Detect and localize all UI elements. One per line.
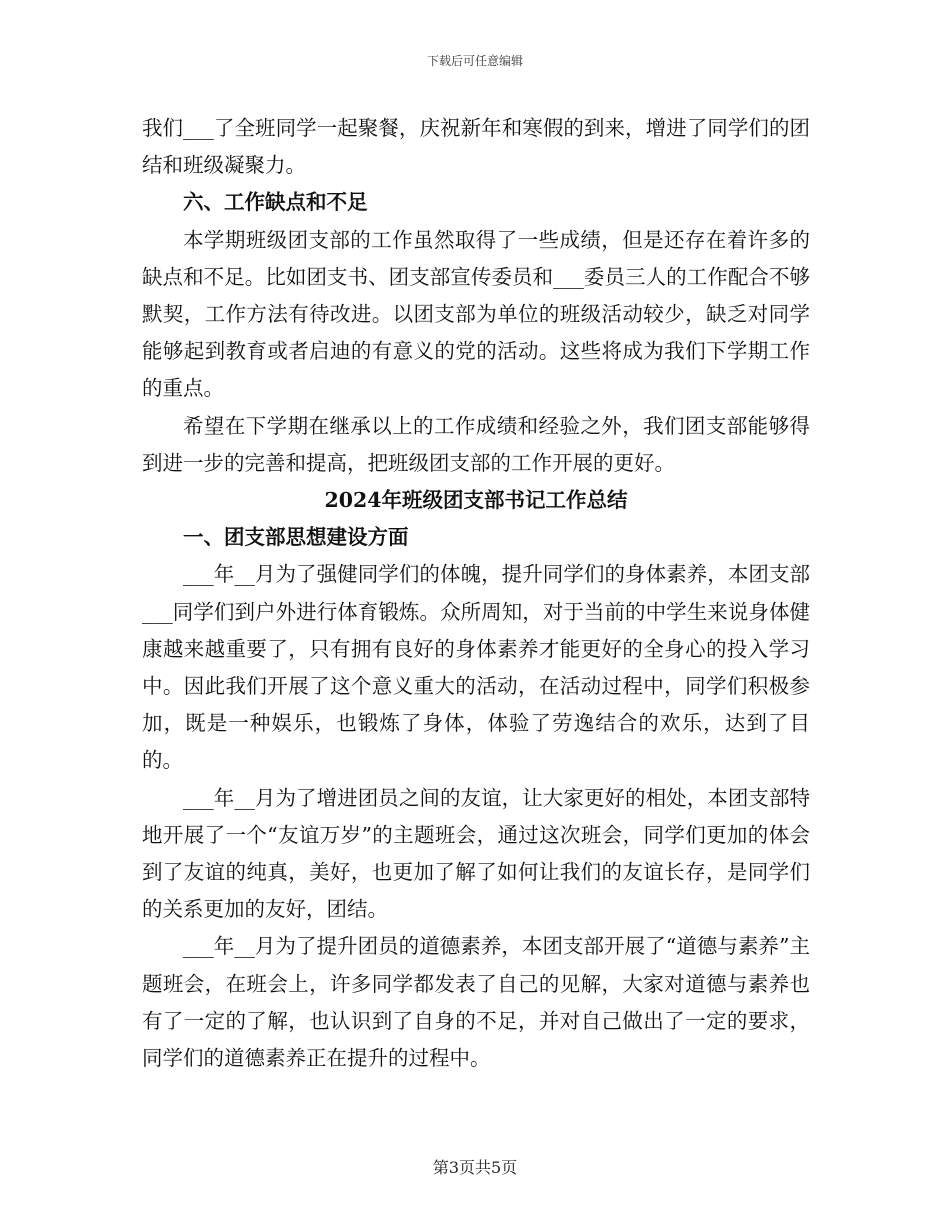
section-heading-shortcomings: 六、工作缺点和不足: [183, 190, 368, 215]
page-header: 下载后可任意编辑: [426, 54, 523, 68]
paragraph-hope: 希望在下学期在继承以上的工作成绩和经验之外，我们团支部能够得到进一步的完善和提高，把班级团支部的工作开展的更好。: [142, 413, 810, 475]
page-number: 第3页共5页: [432, 1158, 518, 1177]
paragraph-friendship: ___年__月为了增进团员之间的友谊，让大家更好的相处，本团支部特地开展了一个“友谊万岁”的主题班会，通过这次班会，同学们更加的体会到了友谊的纯真，美好，也更加了解了如何让我们的友谊长存，是同学们的关系更加的友好，团结。: [142, 785, 810, 922]
paragraph-morality: ___年__月为了提升团员的道德素养，本团支部开展了“道德与素养”主题班会，在班会上，许多同学都发表了自己的见解，大家对道德与素养也有了一定的了解，也认识到了自身的不足，并对自己做出了一定的要求，同学们的道德素养正在提升的过程中。: [142, 934, 810, 1071]
paragraph-dinner: 我们___了全班同学一起聚餐，庆祝新年和寒假的到来，增进了同学们的团结和班级凝聚力。: [142, 116, 810, 178]
paragraph-sports: ___年__月为了强健同学们的体魄，提升同学们的身体素养，本团支部___同学们到户外进行体育锻炼。众所周知，对于当前的中学生来说身体健康越来越重要了，只有拥有良好的身体素养才能更好的全身心的投入学习中。因此我们开展了这个意义重大的活动，在活动过程中，同学们积极参加，既是一种娱乐，也锻炼了身体，体验了劳逸结合的欢乐，达到了目的。: [142, 562, 810, 773]
document-body: [142, 110, 810, 1077]
document-title: 2024年班级团支部书记工作总结: [324, 488, 628, 513]
paragraph-shortcomings: 本学期班级团支部的工作虽然取得了一些成绩，但是还存在着许多的缺点和不足。比如团支书、团支部宣传委员和___委员三人的工作配合不够默契，工作方法有待改进。以团支部为单位的班级活动较少，缺乏对同学能够起到教育或者启迪的有意义的党的活动。这些将成为我们下学期工作的重点。: [142, 227, 810, 401]
section-heading-ideology: 一、团支部思想建设方面: [183, 525, 409, 550]
